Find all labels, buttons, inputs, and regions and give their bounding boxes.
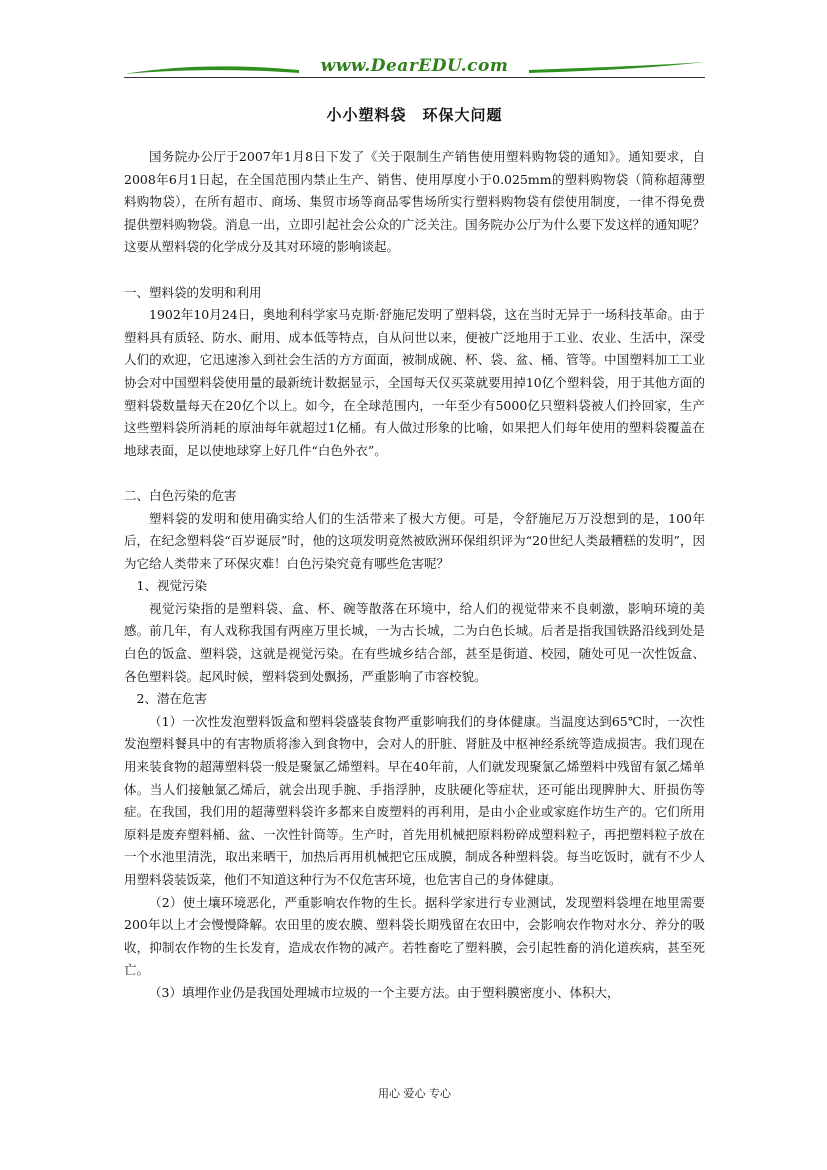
section-2-intro-paragraph: 塑料袋的发明和使用确实给人们的生活带来了极大方便。可是，令舒施尼万万没想到的是，100年后，在纪念塑料袋“百岁诞辰”时，他的这项发明竟然被欧洲环保组织评为“20世纪人类最糟糕的发明”，因为它给人类带来了环保灾难！白色污染究竟有哪些危害呢？	[124, 510, 705, 571]
section-heading-1: 一、塑料袋的发明和利用	[124, 284, 262, 300]
intro-paragraph: 国务院办公厅于2007年1月8日下发了《关于限制生产销售使用塑料购物袋的通知》。通知要求，自2008年6月1日起，在全国范围内禁止生产、销售、使用厚度小于0.025mm的塑料购物袋（简称超薄塑料购物袋），在所有超市、商场、集贸市场等商品零售场所实行塑料购物袋有偿使用制度，一律不得免费提供塑料购物袋。消息一出，立即引起社会公众的广泛关注。国务院办公厅为什么要下发这样的通知呢？这要从塑料袋的化学成分及其对环境的影响谈起。	[124, 149, 705, 255]
page-footer: 用心 爱心 专心	[378, 1087, 451, 1100]
latent-harm-item-3: （3）填埋作业仍是我国处理城市垃圾的一个主要方法。由于塑料膜密度小、体积大，	[149, 984, 620, 1000]
section-1-paragraph: 1902年10月24日，奥地利科学家马克斯·舒施尼发明了塑料袋，这在当时无异于一场科技革命。由于塑料具有质轻、防水、耐用、成本低等特点，自从问世以来，便被广泛地用于工业、农业、生活中，深受人们的欢迎，它迅速渗入到社会生活的方方面面，被制成碗、杯、袋、盆、桶、管等。中国塑料加工工业协会对中国塑料袋使用量的最新统计数据显示，全国每天仅买菜就要用掉10亿个塑料袋，用于其他方面的塑料袋数量每天在20亿个以上。如今，在全球范围内，一年至少有5000亿只塑料袋被人们拎回家，生产这些塑料袋所消耗的原油每年就超过1亿桶。有人做过形象的比喻，如果把人们每年使用的塑料袋覆盖在地球表面，足以使地球穿上好几件“白色外衣”。	[124, 307, 705, 458]
latent-harm-item-2: （2）使土壤环境恶化，严重影响农作物的生长。据科学家进行专业测试，发现塑料袋埋在地里需要200年以上才会慢慢降解。农田里的废农膜、塑料袋长期残留在农田中，会影响农作物对水分、养分的吸收，抑制农作物的生长发育，造成农作物的减产。若牲畜吃了塑料膜，会引起牲畜的消化道疾病，甚至死亡。	[124, 894, 705, 978]
subheading-latent-harm: 2、潜在危害	[136, 691, 207, 707]
spacer	[124, 259, 705, 282]
subheading-visual-pollution: 1、视觉污染	[136, 578, 207, 594]
document-body	[124, 146, 705, 1005]
latent-harm-item-1: （1）一次性发泡塑料饭盒和塑料袋盛装食物严重影响我们的身体健康。当温度达到65℃时，一次性发泡塑料餐具中的有害物质将渗入到食物中，会对人的肝脏、肾脏及中枢神经系统等造成损害。我们现在用来装食物的超薄塑料袋一般是聚氯乙烯塑料。早在40年前，人们就发现聚氯乙烯塑料中残留有氯乙烯单体。当人们接触氯乙烯后，就会出现手腕、手指浮肿，皮肤硬化等症状，还可能出现脾肿大、肝损伤等症。在我国，我们用的超薄塑料袋许多都来自废塑料的再利用，是由小企业或家庭作坊生产的。它们所用原料是废弃塑料桶、盆、一次性针筒等。生产时，首先用机械把原料粉碎成塑料粒子，再把塑料粒子放在一个水池里清洗，取出来晒干，加热后再用机械把它压成膜，制成各种塑料袋。每当吃饭时，就有不少人用塑料袋装饭菜，他们不知道这种行为不仅危害环境，也危害自己的身体健康。	[124, 713, 705, 887]
visual-pollution-paragraph: 视觉污染指的是塑料袋、盒、杯、碗等散落在环境中，给人们的视觉带来不良刺激，影响环境的美感。前几年，有人戏称我国有两座万里长城，一为古长城，二为白色长城。后者是指我国铁路沿线到处是白色的饭盒、塑料袋，这就是视觉污染。在有些城乡结合部，甚至是街道、校园，随处可见一次性饭盒、各色塑料袋。起风时候，塑料袋到处飘扬，严重影响了市容校貌。	[124, 600, 705, 684]
section-heading-2: 二、白色污染的危害	[124, 487, 237, 503]
header-divider	[124, 77, 705, 78]
site-logo-text[interactable]: www.DearEDU.com	[320, 56, 509, 76]
spacer	[124, 462, 705, 485]
document-title: 小小塑料袋 环保大问题	[326, 106, 503, 124]
